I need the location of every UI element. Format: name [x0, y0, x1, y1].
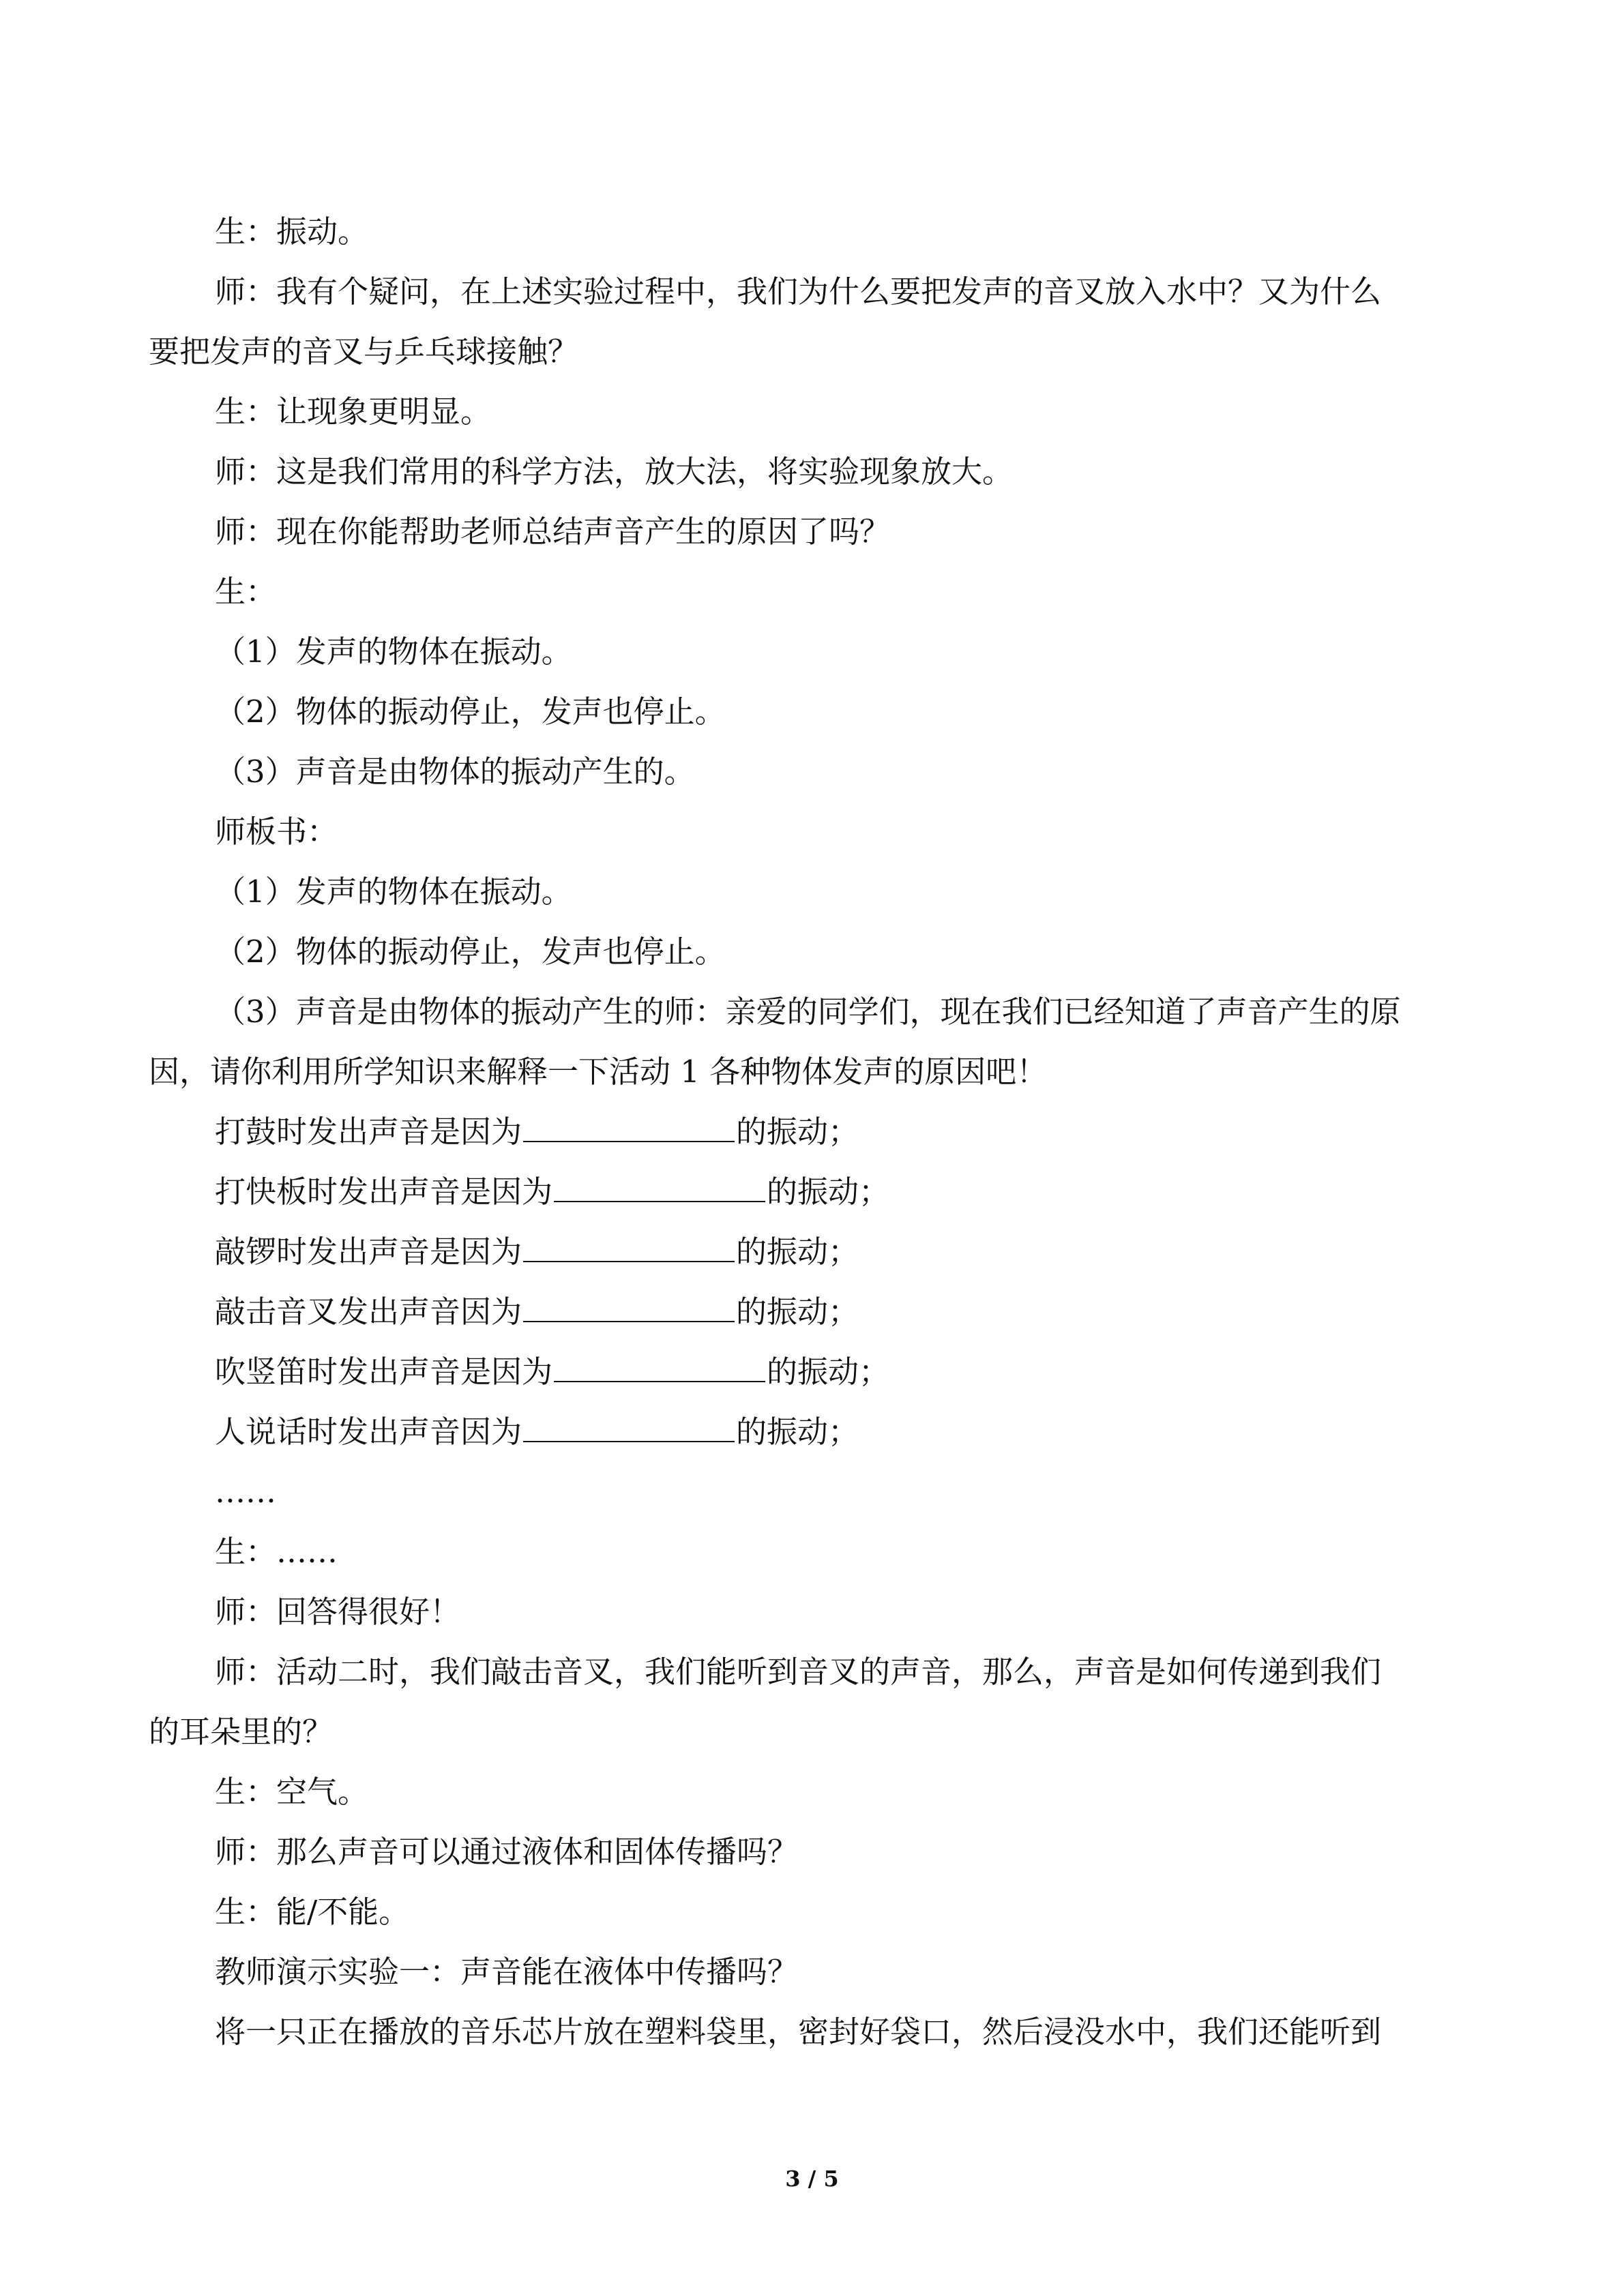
fill-blank-line — [149, 1102, 1475, 1162]
fill-blank-underline — [554, 1171, 765, 1202]
fill-blank-line — [149, 1222, 1475, 1282]
fill-blank-prefix: 人说话时发出声音因为 — [215, 1414, 522, 1450]
ellipsis-line: …… — [215, 1474, 276, 1510]
paragraph-line: 的耳朵里的？ — [149, 1714, 334, 1750]
paragraph-line: 因，请你利用所学知识来解释一下活动 1 各种物体发声的原因吧！ — [149, 1054, 1048, 1090]
fill-blank-prefix: 吹竖笛时发出声音是因为 — [215, 1354, 553, 1390]
fill-blank-line — [149, 1162, 1475, 1222]
fill-blank-line — [149, 1342, 1475, 1402]
paragraph-line: 要把发声的音叉与乒乓球接触？ — [149, 333, 579, 370]
paragraph-line: 师：活动二时，我们敲击音叉，我们能听到音叉的声音，那么，声音是如何传递到我们 — [215, 1654, 1382, 1690]
paragraph-line: 生：能/不能。 — [215, 1894, 410, 1930]
document-body — [149, 202, 1475, 2062]
paragraph-line: 师板书： — [215, 814, 338, 850]
fill-blank-prefix: 敲击音叉发出声音因为 — [215, 1294, 522, 1330]
list-item: （1）发声的物体在振动。 — [215, 874, 572, 910]
paragraph-line: 生：…… — [215, 1534, 338, 1570]
fill-blank-suffix: 的振动； — [736, 1234, 859, 1270]
list-item: （2）物体的振动停止，发声也停止。 — [215, 934, 726, 970]
fill-blank-suffix: 的振动； — [736, 1414, 859, 1450]
fill-blank-underline — [523, 1111, 735, 1142]
fill-blank-prefix: 打快板时发出声音是因为 — [215, 1174, 553, 1210]
list-item: （3）声音是由物体的振动产生的师：亲爱的同学们，现在我们已经知道了声音产生的原 — [215, 994, 1401, 1030]
list-item: （3）声音是由物体的振动产生的。 — [215, 754, 695, 790]
list-item: （1）发声的物体在振动。 — [215, 633, 572, 670]
paragraph-line: 生： — [215, 573, 277, 610]
paragraph-line: 教师演示实验一：声音能在液体中传播吗？ — [215, 1954, 799, 1990]
paragraph-line: 师：那么声音可以通过液体和固体传播吗？ — [215, 1834, 799, 1870]
list-item: （2）物体的振动停止，发声也停止。 — [215, 694, 726, 730]
fill-blank-suffix: 的振动； — [767, 1354, 890, 1390]
paragraph-line: 生：振动。 — [215, 213, 369, 250]
paragraph-line: 师：我有个疑问，在上述实验过程中，我们为什么要把发声的音叉放入水中？又为什么 — [215, 273, 1382, 310]
paragraph-line: 师：回答得很好！ — [215, 1594, 461, 1630]
paragraph-line: 生：空气。 — [215, 1774, 369, 1810]
fill-blank-suffix: 的振动； — [736, 1294, 859, 1330]
fill-blank-underline — [523, 1291, 735, 1322]
page-number: 3 / 5 — [785, 2166, 839, 2192]
fill-blank-line — [149, 1402, 1475, 1462]
paragraph-line: 师：现在你能帮助老师总结声音产生的原因了吗？ — [215, 513, 891, 550]
paragraph-line: 师：这是我们常用的科学方法，放大法，将实验现象放大。 — [215, 453, 1014, 490]
fill-blank-suffix: 的振动； — [767, 1174, 890, 1210]
fill-blank-prefix: 打鼓时发出声音是因为 — [215, 1114, 522, 1150]
paragraph-line: 生：让现象更明显。 — [215, 393, 492, 430]
fill-blank-suffix: 的振动； — [736, 1114, 859, 1150]
fill-blank-underline — [523, 1231, 735, 1262]
fill-blank-line — [149, 1282, 1475, 1342]
fill-blank-underline — [554, 1351, 765, 1382]
fill-blank-prefix: 敲锣时发出声音是因为 — [215, 1234, 522, 1270]
paragraph-line: 将一只正在播放的音乐芯片放在塑料袋里，密封好袋口，然后浸没水中，我们还能听到 — [215, 2014, 1382, 2050]
fill-blank-underline — [523, 1411, 735, 1442]
